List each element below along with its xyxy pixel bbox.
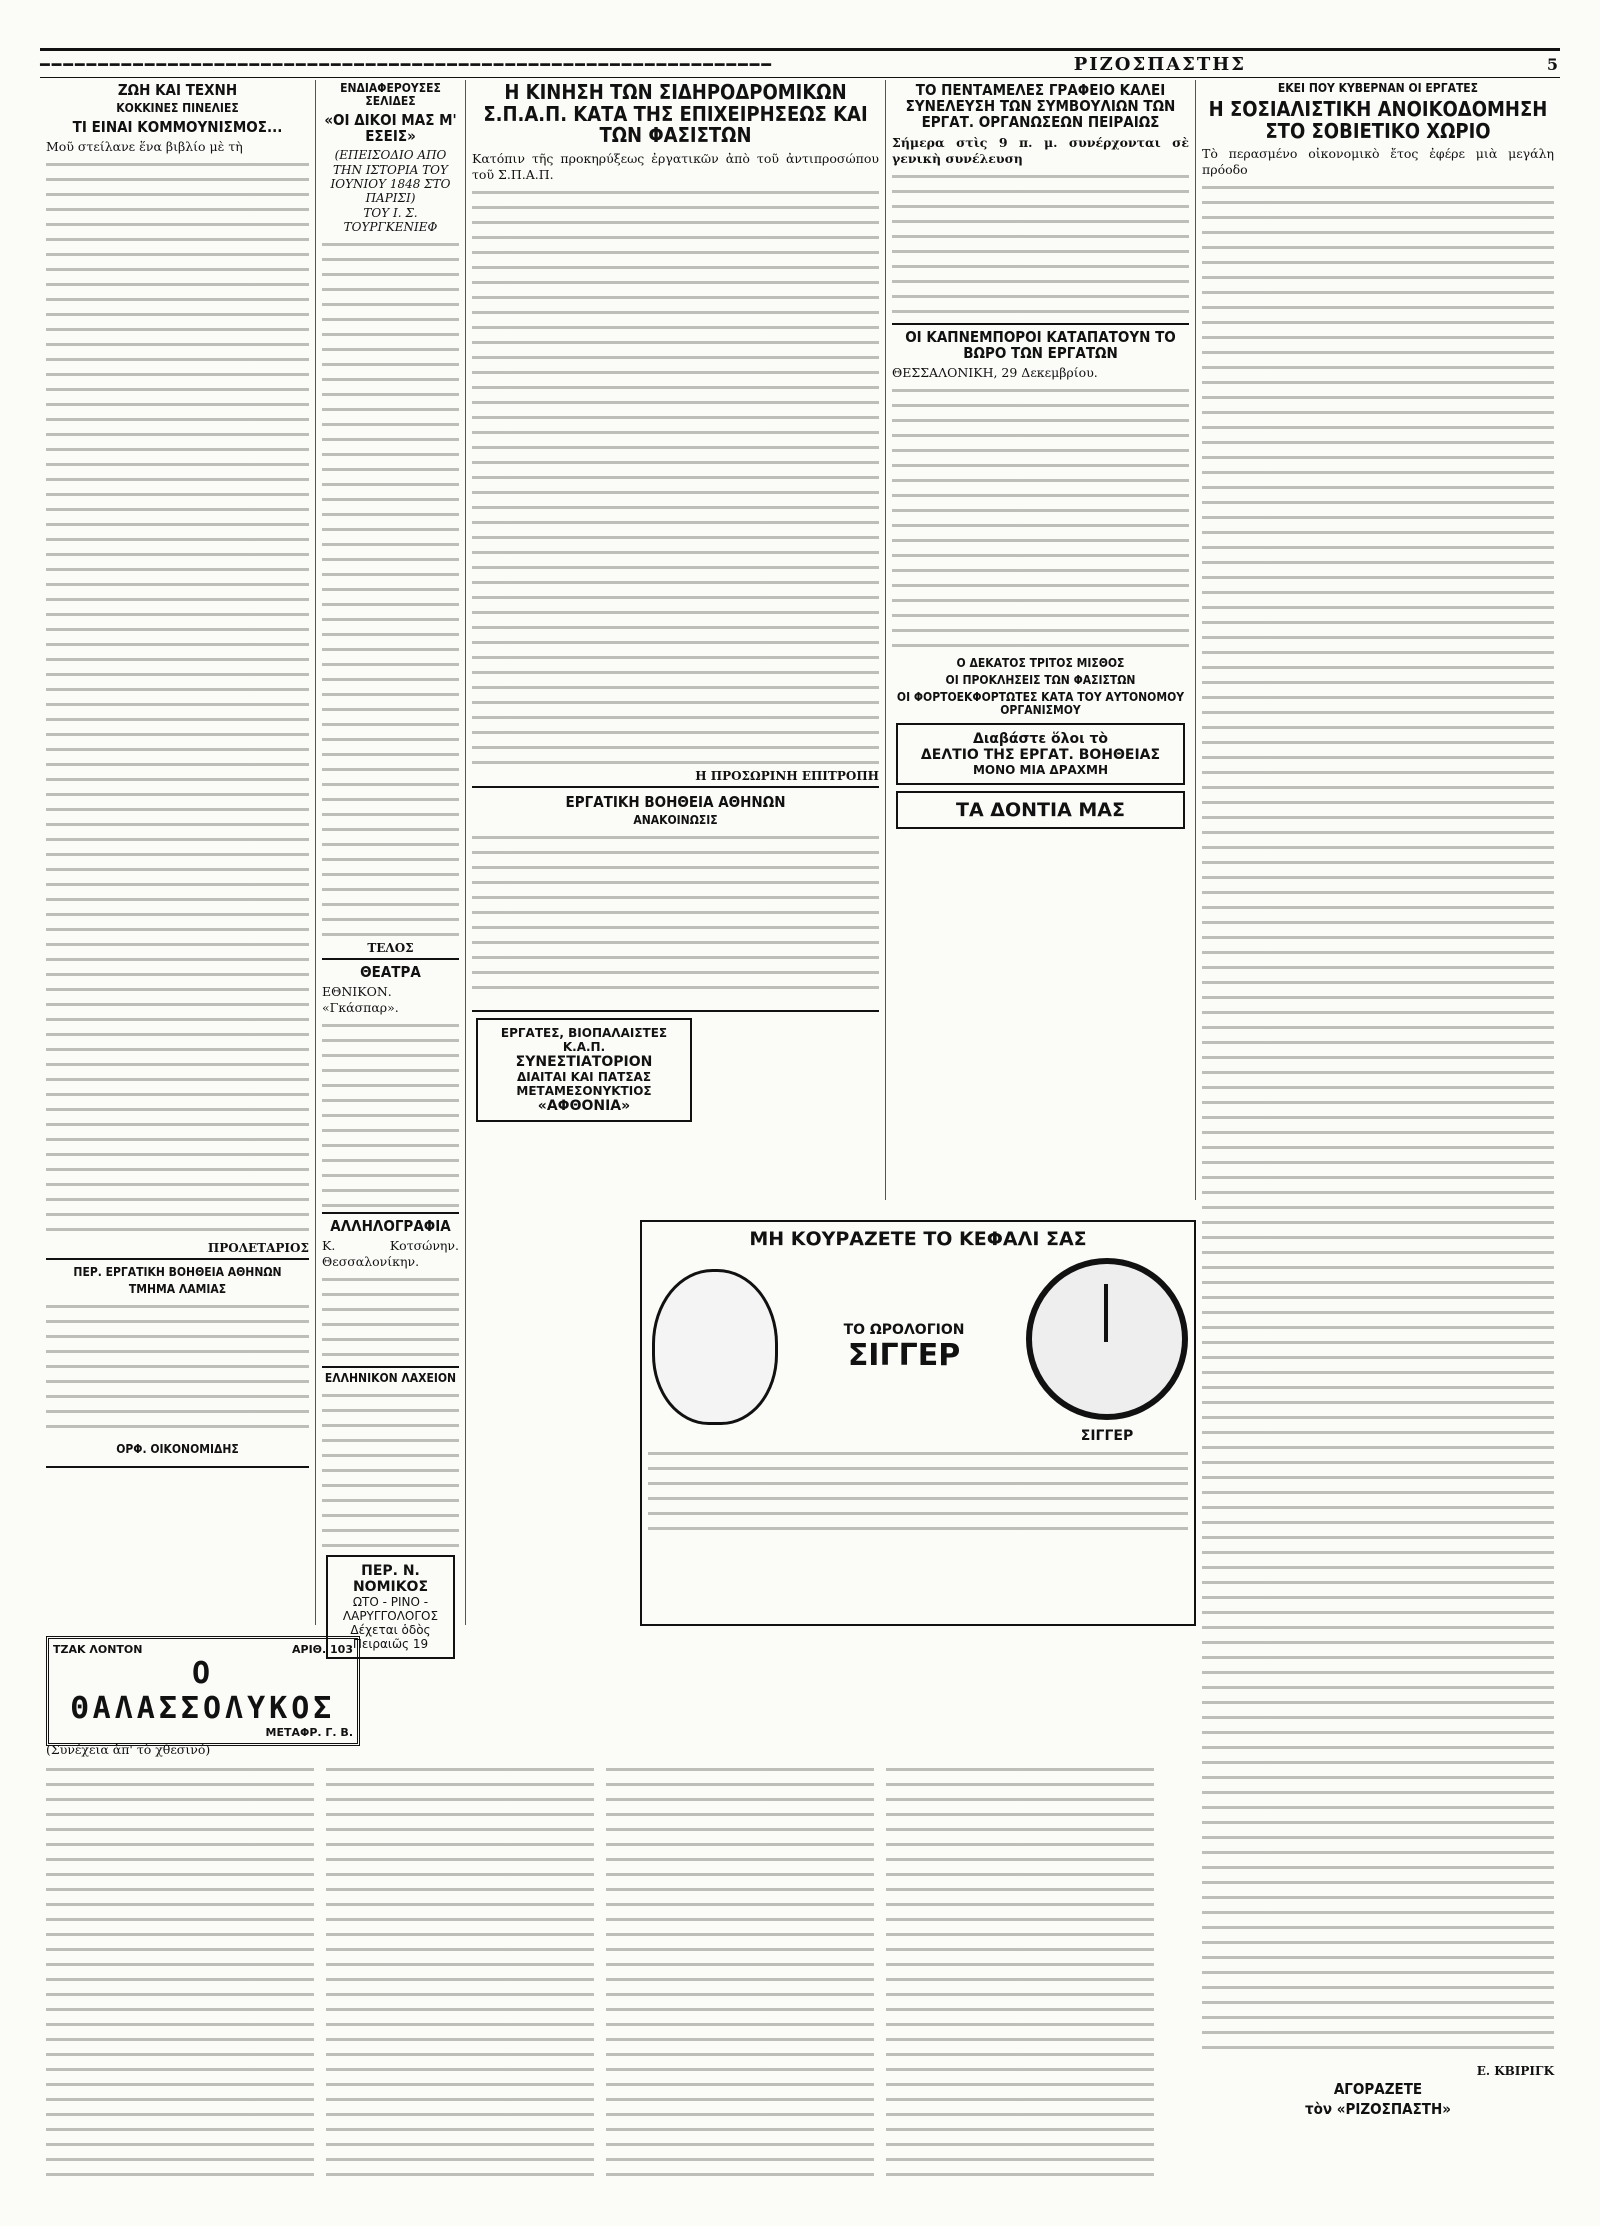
serial-number: ΑΡΙΘ. 103 bbox=[292, 1643, 353, 1656]
article-kicker: ΚΟΚΚΙΝΕΣ ΠΙΝΕΛΙΕΣ bbox=[116, 101, 239, 116]
doctor-specialty: ΩΤΟ - ΡΙΝΟ - ΛΑΡΥΓΓΟΛΟΓΟΣ bbox=[342, 1594, 439, 1623]
theatre-lead: ΕΘΝΙΚΟΝ. «Γκάσπαρ». bbox=[322, 983, 399, 1015]
newspaper-title: ΡΙΖΟΣΠΑΣΤΗΣ bbox=[1073, 53, 1247, 75]
column-4 bbox=[886, 80, 1196, 1200]
column-2 bbox=[316, 80, 466, 1651]
serial-lead: (Συνέχεια ἀπ' τὸ χθεσινό) bbox=[46, 1742, 211, 1757]
watch-line-2: ΣΙΓΓΕΡ bbox=[847, 1337, 961, 1373]
tenth-salary-title: Ο ΔΕΚΑΤΟΣ ΤΡΙΤΟΣ ΜΙΣΘΟΣ bbox=[956, 655, 1125, 670]
serial-column-2 bbox=[326, 1763, 594, 2183]
tobacco-title: ΟΙ ΚΑΠΝΕΜΠΟΡΟΙ ΚΑΤΑΠΑΤΟΥΝ ΤΟ ΒΩΡΟ ΤΩΝ ΕΡΓΑΤΩΝ bbox=[892, 323, 1189, 361]
article-title: ΤΙ ΕΙΝΑΙ ΚΟΜΜΟΥΝΙΣΜΟΣ... bbox=[72, 118, 283, 137]
serial-banner bbox=[46, 1636, 360, 1746]
serial-column-4 bbox=[886, 1763, 1154, 2183]
watch-line-1: ΤΟ ΩΡΟΛΟΓΙΟΝ bbox=[843, 1321, 965, 1338]
mail-title: ΑΛΛΗΛΟΓΡΑΦΙΑ bbox=[322, 1212, 459, 1234]
article-signature: Ε. ΚΒΙΡΙΓΚ bbox=[1476, 2064, 1554, 2079]
notice-text-lines bbox=[46, 1300, 309, 1440]
aid-text-lines bbox=[472, 831, 879, 1001]
theatre-text-lines bbox=[322, 1019, 459, 1209]
canteen-line-1: ΔΙΑΙΤΑΙ ΚΑΙ ΠΑΤΣΑΣ bbox=[516, 1069, 652, 1084]
article-title: «ΟΙ ΔΙΚΟΙ ΜΑΣ Μ' ΕΣΕΙΣ» bbox=[324, 110, 457, 146]
lottery-text-lines bbox=[322, 1389, 459, 1549]
page-number: 5 bbox=[1546, 54, 1560, 74]
article-kicker: ΕΚΕΙ ΠΟΥ ΚΥΒΕΡΝΑΝ ΟΙ ΕΡΓΑΤΕΣ bbox=[1277, 81, 1479, 95]
bulletin-line-1: Διαβάστε ὅλοι τὸ bbox=[972, 730, 1109, 747]
teeth-title: ΤΑ ΔΟΝΤΙΑ ΜΑΣ bbox=[956, 798, 1125, 821]
canteen-line-2: ΜΕΤΑΜΕΣΟΝΥΚΤΙΟΣ bbox=[516, 1083, 652, 1098]
article-signature: ΠΡΟΛΕΤΑΡΙΟΣ bbox=[207, 1241, 309, 1256]
teeth-ad bbox=[896, 791, 1185, 829]
canteen-line-3: «ΑΦΘΟΝΙΑ» bbox=[537, 1097, 631, 1114]
article-signature: Η ΠΡΟΣΩΡΙΝΗ ΕΠΙΤΡΟΠΗ bbox=[695, 768, 879, 783]
notice-box bbox=[46, 1258, 309, 1468]
article-lead: Τὸ περασμένο οἰκονομικὸ ἔτος ἐφέρε μιὰ μεγάλη πρόοδο bbox=[1202, 146, 1554, 178]
bulletin-price: ΜΟΝΟ ΜΙΑ ΔΡΑΧΜΗ bbox=[972, 762, 1109, 777]
article-text-lines bbox=[46, 158, 309, 1238]
aid-subtitle: ΑΝΑΚΟΙΝΩΣΙΣ bbox=[633, 812, 718, 827]
canteen-ad bbox=[476, 1018, 692, 1122]
face-drawing bbox=[652, 1269, 778, 1425]
article-title: ΤΟ ΠΕΝΤΑΜΕΛΕΣ ΓΡΑΦΕΙΟ ΚΑΛΕΙ ΣΥΝΕΛΕΥΣΗ ΤΩΝ ΣΥΜΒΟΥΛΙΩΝ ΤΩΝ ΕΡΓΑΤ. ΟΡΓΑΝΩΣΕΩΝ ΠΕΙΡΑΙΩΣ bbox=[905, 81, 1176, 132]
canteen-kicker: ΕΡΓΑΤΕΣ, ΒΙΟΠΑΛΑΙΣΤΕΣ Κ.Α.Π. bbox=[500, 1025, 668, 1054]
serial-column-3 bbox=[606, 1763, 874, 2183]
article-lead: Σήμερα στὶς 9 π. μ. συνέρχονται σὲ γενικὴ συνέλευση bbox=[892, 134, 1189, 166]
notice-title: ΠΕΡ. ΕΡΓΑΤΙΚΗ ΒΟΗΘΕΙΑ ΑΘΗΝΩΝ bbox=[73, 1265, 282, 1280]
article-title: Η ΚΙΝΗΣΗ ΤΩΝ ΣΙΔΗΡΟΔΡΟΜΙΚΩΝ Σ.Π.Α.Π. ΚΑΤΑ ΤΗΣ ΕΠΙΧΕΙΡΗΣΕΩΣ ΚΑΙ ΤΩΝ ΦΑΣΙΣΤΩΝ bbox=[483, 80, 868, 148]
serial-title: Ο ΘΑΛΑΣΣΟΛΥΚΟΣ bbox=[70, 1656, 336, 1726]
masthead bbox=[40, 48, 1560, 78]
serial-body bbox=[40, 1740, 1160, 2180]
column-5 bbox=[1196, 80, 1560, 2190]
serial-author: ΤΖΑΚ ΛΟΝΤΟΝ bbox=[53, 1643, 143, 1656]
aid-title: ΕΡΓΑΤΙΚΗ ΒΟΗΘΕΙΑ ΑΘΗΝΩΝ bbox=[565, 792, 786, 811]
tobacco-text-lines bbox=[892, 384, 1189, 654]
column-3 bbox=[466, 80, 886, 1200]
porters-title: ΟΙ ΦΟΡΤΟΕΚΦΟΡΤΩΤΕΣ ΚΑΤΑ ΤΟΥ ΑΥΤΟΝΟΜΟΥ ΟΡΓΑΝΙΣΜΟΥ bbox=[896, 689, 1185, 717]
watch-drawing bbox=[1026, 1258, 1188, 1420]
footer-line-2: τὸν «ΡΙΖΟΣΠΑΣΤΗ» bbox=[1304, 2100, 1452, 2119]
serial-column-1 bbox=[46, 1763, 314, 2183]
article-lead: Κατόπιν τῆς προκηρύξεως ἐργατικῶν ἀπὸ τοῦ ἀντιπροσώπου τοῦ Σ.Π.Α.Π. bbox=[472, 150, 879, 182]
doctor-name: ΠΕΡ. Ν. ΝΟΜΙΚΟΣ bbox=[352, 1562, 429, 1595]
article-title: Η ΣΟΣΙΑΛΙΣΤΙΚΗ ΑΝΟΙΚΟΔΟΜΗΣΗ ΣΤΟ ΣΟΒΙΕΤΙΚΟ ΧΩΡΙΟ bbox=[1208, 96, 1548, 143]
mail-text-lines bbox=[322, 1273, 459, 1363]
bulletin-line-2: ΔΕΛΤΙΟ ΤΗΣ ΕΡΓΑΤ. ΒΟΗΘΕΙΑΣ bbox=[920, 746, 1161, 763]
article-end: ΤΕΛΟΣ bbox=[367, 940, 414, 955]
lottery-title: ΕΛΛΗΝΙΚΟΝ ΛΑΧΕΙΟΝ bbox=[322, 1366, 459, 1385]
bulletin-ad bbox=[896, 723, 1185, 785]
mail-lead: Κ. Κοτσώνην. Θεσσαλονίκην. bbox=[322, 1238, 459, 1269]
notice-signature: ΟΡΦ. ΟΙΚΟΝΟΜΙΔΗΣ bbox=[116, 1442, 239, 1457]
article-subtitle: (ΕΠΕΙΣΟΔΙΟ ΑΠΟ ΤΗΝ ΙΣΤΟΡΙΑ ΤΟΥ ΙΟΥΝΙΟΥ 1848 ΣΤΟ ΠΑΡΙΣΙ) bbox=[330, 148, 451, 206]
article-text-lines bbox=[1202, 181, 1554, 2061]
doctor-address: Δέχεται ὁδὸς Πειραιῶς 19 bbox=[350, 1622, 431, 1651]
article-author: ΤΟΥ Ι. Σ. ΤΟΥΡΓΚΕΝΙΕΦ bbox=[343, 205, 438, 235]
tobacco-lead: ΘΕΣΣΑΛΟΝΙΚΗ, 29 Δεκεμβρίου. bbox=[892, 364, 1098, 380]
article-text-lines bbox=[892, 170, 1189, 320]
article-text-lines bbox=[472, 186, 879, 766]
watch-headline: ΜΗ ΚΟΥΡΑΖΕΤΕ ΤΟ ΚΕΦΑΛΙ ΣΑΣ bbox=[749, 1228, 1087, 1250]
masthead-rule-left: ━━━━━━━━━━━━━━━━━━━━━━━━━━━━━━━━━━━━━━━━━━━━━━━━━━━━━━━━━━━━━━━ bbox=[40, 54, 773, 74]
footer-line-1: ΑΓΟΡΑΖΕΤΕ bbox=[1333, 2080, 1423, 2099]
watch-tag: ΣΙΓΓΕΡ bbox=[1080, 1428, 1134, 1444]
section-title: ΖΩΗ ΚΑΙ ΤΕΧΝΗ bbox=[117, 81, 238, 99]
theatre-title: ΘΕΑΤΡΑ bbox=[322, 958, 459, 980]
aid-box bbox=[472, 786, 879, 1012]
canteen-name: ΣΥΝΕΣΤΙΑΤΟΡΙΟΝ bbox=[515, 1053, 653, 1070]
article-lead: Μοῦ στείλανε ἕνα βιβλίο μὲ τὴ bbox=[46, 139, 243, 155]
article-text-lines bbox=[322, 238, 459, 938]
notice-subtitle: ΤΜΗΜΑ ΛΑΜΙΑΣ bbox=[128, 1282, 227, 1297]
watch-text-lines bbox=[648, 1447, 1188, 1537]
column-1 bbox=[40, 80, 316, 1625]
serial-translator: ΜΕΤΑΦΡ. Γ. Β. bbox=[265, 1726, 353, 1739]
article-kicker: ΕΝΔΙΑΦΕΡΟΥΣΕΣ ΣΕΛΙΔΕΣ bbox=[340, 81, 441, 108]
fascists-title: ΟΙ ΠΡΟΚΛΗΣΕΙΣ ΤΩΝ ΦΑΣΙΣΤΩΝ bbox=[945, 672, 1136, 687]
watch-ad bbox=[640, 1220, 1196, 1626]
